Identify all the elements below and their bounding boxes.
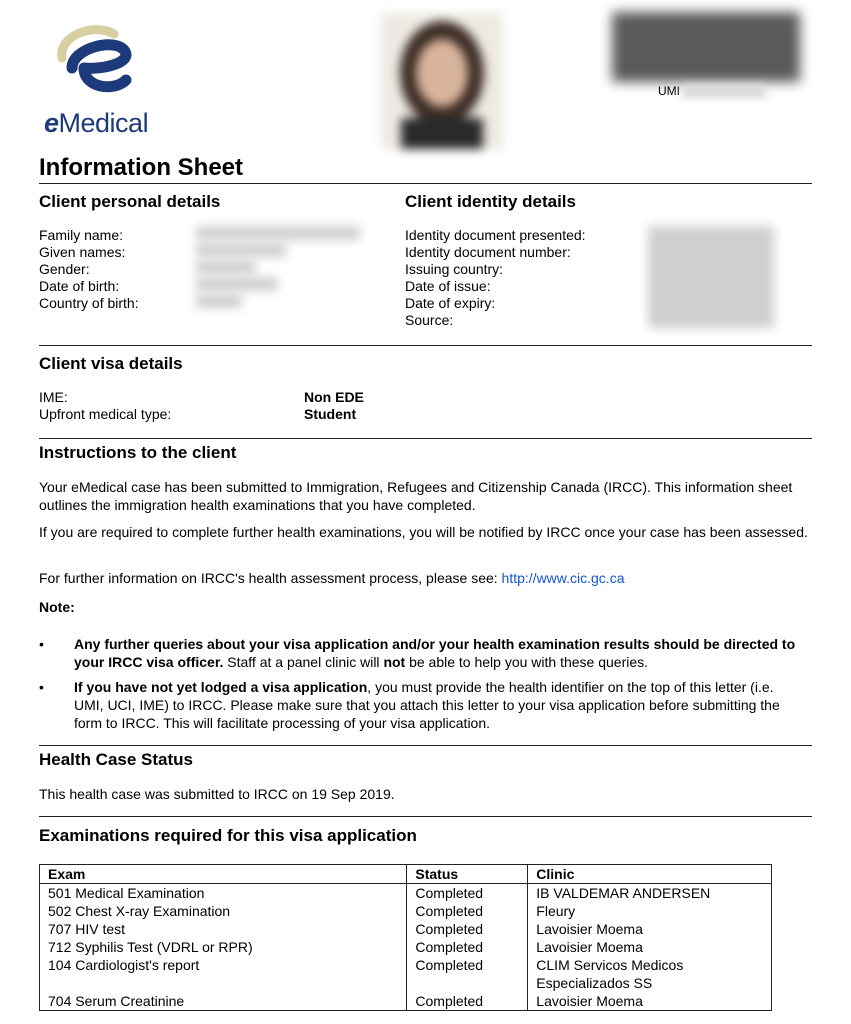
country-of-birth-label: Country of birth: <box>39 295 139 311</box>
client-photo <box>381 13 503 149</box>
column-header-clinic: Clinic <box>528 865 772 884</box>
emedical-wordmark <box>44 108 148 139</box>
health-case-status-heading: Health Case Status <box>39 750 193 769</box>
clinic-cell: Lavoisier Moema <box>528 920 772 938</box>
page-title: Information Sheet <box>39 154 244 181</box>
identity-values-redacted <box>648 226 774 328</box>
status-cell: Completed <box>407 956 528 992</box>
gender-redacted <box>196 260 256 274</box>
section-divider <box>39 345 812 346</box>
given-names-label: Given names: <box>39 244 126 260</box>
status-cell: Completed <box>407 992 528 1011</box>
column-header-exam: Exam <box>40 865 407 884</box>
logo-e: e <box>44 108 59 138</box>
note-bullet-1 <box>74 635 804 671</box>
health-case-status-text: This health case was submitted to IRCC on 19 Sep 2019. <box>39 786 395 802</box>
logo-medical: Medical <box>58 108 149 138</box>
barcode-redacted <box>612 12 800 82</box>
clinic-cell: CLIM Servicos Medicos Especializados SS <box>528 956 772 992</box>
date-of-birth-label: Date of birth: <box>39 278 120 294</box>
exam-cell: 502 Chest X-ray Examination <box>40 902 407 920</box>
emedical-logo-icon <box>44 18 144 100</box>
table-row <box>40 920 772 938</box>
visa-details-heading: Client visa details <box>39 354 183 373</box>
table-header-row <box>40 865 772 884</box>
clinic-cell: Fleury <box>528 902 772 920</box>
table-row <box>40 884 772 903</box>
upfront-medical-type-value: Student <box>304 406 357 422</box>
instructions-paragraph-1: Your eMedical case has been submitted to Immigration, Refugees and Citizenship Canada (IRCC). This information sheet outlines the immigration health examinations that you have completed. <box>39 479 793 513</box>
table-row <box>40 902 772 920</box>
instructions-paragraph-3 <box>39 569 809 587</box>
umi-value-redacted <box>682 85 766 98</box>
source-label: Source: <box>405 312 454 328</box>
title-divider <box>39 183 812 184</box>
clinic-cell: Lavoisier Moema <box>528 938 772 956</box>
clinic-cell: IB VALDEMAR ANDERSEN <box>528 884 772 903</box>
exam-cell: 704 Serum Creatinine <box>40 992 407 1011</box>
family-name-label: Family name: <box>39 227 124 243</box>
note-bullet-2 <box>74 678 804 732</box>
note-bullet-1-text-2: be able to help you with these queries. <box>405 654 649 670</box>
upfront-medical-type-label: Upfront medical type: <box>39 406 172 422</box>
status-cell: Completed <box>407 884 528 903</box>
table-row <box>40 956 772 992</box>
section-divider <box>39 816 812 817</box>
exam-cell: 707 HIV test <box>40 920 407 938</box>
section-divider <box>39 745 812 746</box>
section-divider <box>39 438 812 439</box>
examinations-heading: Examinations required for this visa application <box>39 826 417 845</box>
country-redacted <box>196 294 242 308</box>
clinic-cell: Lavoisier Moema <box>528 992 772 1011</box>
status-cell: Completed <box>407 920 528 938</box>
bullet-marker: • <box>39 679 44 695</box>
status-cell: Completed <box>407 938 528 956</box>
instructions-heading: Instructions to the client <box>39 443 237 462</box>
date-of-expiry-label: Date of expiry: <box>405 295 496 311</box>
bullet-marker: • <box>39 636 44 652</box>
personal-details-heading: Client personal details <box>39 192 221 211</box>
issuing-country-label: Issuing country: <box>405 261 504 277</box>
note-bullet-1-text: Staff at a panel clinic will <box>223 654 384 670</box>
status-cell: Completed <box>407 902 528 920</box>
id-doc-presented-label: Identity document presented: <box>405 227 586 243</box>
given-names-redacted <box>196 243 286 257</box>
note-label: Note: <box>39 599 75 615</box>
dob-redacted <box>196 277 278 291</box>
column-header-status: Status <box>407 865 528 884</box>
examinations-table <box>39 864 772 1011</box>
umi-label: UMI <box>658 84 680 98</box>
gender-label: Gender: <box>39 261 90 277</box>
identity-details-heading: Client identity details <box>405 192 576 211</box>
instructions-paragraph-3-text: For further information on IRCC's health assessment process, please see: <box>39 570 502 586</box>
exam-cell: 712 Syphilis Test (VDRL or RPR) <box>40 938 407 956</box>
note-bullet-1-bold: Any further queries about your visa application and/or your health examination results should be directed to your IRCC visa officer. <box>74 636 796 670</box>
instructions-paragraph-2: If you are required to complete further health examinations, you will be notified by IRCC once your case has been assessed. <box>39 524 808 540</box>
note-bullet-2-text: , you must provide the health identifier on the top of this letter (i.e. UMI, UCI, IME) to IRCC. Please make sure that you attach this letter to your visa application before submitting the form to IRCC. This will facilitate processing of your visa application. <box>74 679 780 731</box>
ime-value: Non EDE <box>304 389 364 405</box>
id-doc-number-label: Identity document number: <box>405 244 571 260</box>
table-row <box>40 938 772 956</box>
ime-label: IME: <box>39 389 68 405</box>
date-of-issue-label: Date of issue: <box>405 278 491 294</box>
exam-cell: 501 Medical Examination <box>40 884 407 903</box>
cic-link[interactable]: http://www.cic.gc.ca <box>501 570 625 586</box>
note-bullet-2-bold: If you have not yet lodged a visa application <box>74 679 368 695</box>
family-name-redacted <box>196 226 360 240</box>
note-bullet-1-not: not <box>383 654 406 670</box>
table-row <box>40 992 772 1011</box>
exam-cell: 104 Cardiologist's report <box>40 956 407 992</box>
